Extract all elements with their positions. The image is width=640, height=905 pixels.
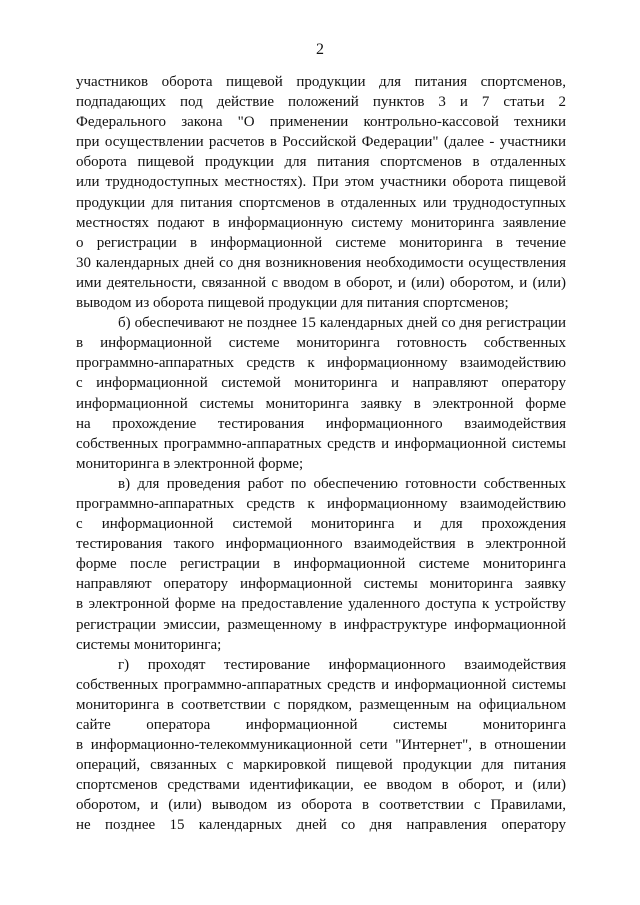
text-line: спортсменов средствами идентификации, ее вводом в оборот, и (или): [76, 777, 566, 794]
text-line: в информационной системе мониторинга готовность собственных: [76, 335, 566, 352]
page-number: 2: [316, 41, 324, 58]
text-line: или труднодоступных местностях). При этом участники оборота пищевой: [76, 174, 566, 191]
text-line: тестирования такого информационного взаимодействия в электронной: [76, 536, 566, 553]
text-line: выводом из оборота пищевой продукции для питания спортсменов;: [76, 295, 509, 312]
text-line: участников оборота пищевой продукции для питания спортсменов,: [76, 74, 566, 90]
text-line: в) для проведения работ по обеспечению готовности собственных: [118, 475, 566, 492]
text-line: ими деятельности, связанной с вводом в оборот, и (или) оборотом, и (или): [76, 274, 566, 291]
text-line: подпадающих под действие положений пунктов 3 и 7 статьи 2: [76, 94, 566, 111]
text-line: регистрации эмиссии, размещенному в инфраструктуре информационной: [76, 616, 566, 633]
text-line: программно-аппаратных средств к информационному взаимодействию: [76, 495, 566, 512]
text-line: программно-аппаратных средств к информационному взаимодействию: [76, 355, 566, 372]
text-line: направляют оператору информационной системы мониторинга заявку: [76, 576, 566, 593]
text-line: о регистрации в информационной системе мониторинга в течение: [76, 234, 566, 251]
text-line: оборота пищевой продукции для питания спортсменов в отдаленных: [76, 154, 566, 171]
text-line: Федерального закона "О применении контрольно-кассовой техники: [76, 114, 566, 131]
text-line: с информационной системой мониторинга и направляют оператору: [76, 375, 566, 392]
text-line: собственных программно-аппаратных средств и информационной системы: [76, 435, 566, 452]
text-line: в электронной форме на предоставление удаленного доступа к устройству: [76, 596, 566, 613]
text-line: г) проходят тестирование информационного взаимодействия: [118, 656, 566, 673]
text-line: местностях подают в информационную систему мониторинга заявление: [76, 214, 566, 231]
text-line: при осуществлении расчетов в Российской Федерации" (далее - участники: [76, 134, 566, 151]
text-line: на прохождение тестирования информационного взаимодействия: [76, 415, 566, 432]
text-line: не позднее 15 календарных дней со дня направления оператору: [76, 817, 566, 834]
text-line: в информационно-телекоммуникационной сети "Интернет", в отношении: [76, 737, 566, 754]
text-line: оборотом, и (или) выводом из оборота в соответствии с Правилами,: [76, 797, 566, 814]
text-line: мониторинга в соответствии с порядком, размещенным на официальном: [76, 696, 566, 713]
text-line: собственных программно-аппаратных средств и информационной системы: [76, 676, 566, 693]
text-line: системы мониторинга;: [76, 636, 222, 653]
document-body: [76, 72, 566, 836]
text-lines: [76, 72, 566, 836]
text-line: 30 календарных дней со дня возникновения необходимости осуществления: [76, 254, 566, 271]
text-line: продукции для питания спортсменов в отдаленных или труднодоступных: [76, 194, 566, 211]
text-line: сайте оператора информационной системы мониторинга: [76, 717, 566, 733]
text-line: информационной системы мониторинга заявку в электронной форме: [76, 395, 566, 412]
text-line: форме после регистрации в информационной системе мониторинга: [76, 556, 566, 573]
text-line: с информационной системой мониторинга и для прохождения: [76, 516, 566, 533]
text-line: операций, связанных с маркировкой пищевой продукции для питания: [76, 757, 566, 774]
text-line: б) обеспечивают не позднее 15 календарных дней со дня регистрации: [118, 315, 566, 332]
text-line: мониторинга в электронной форме;: [76, 455, 304, 472]
